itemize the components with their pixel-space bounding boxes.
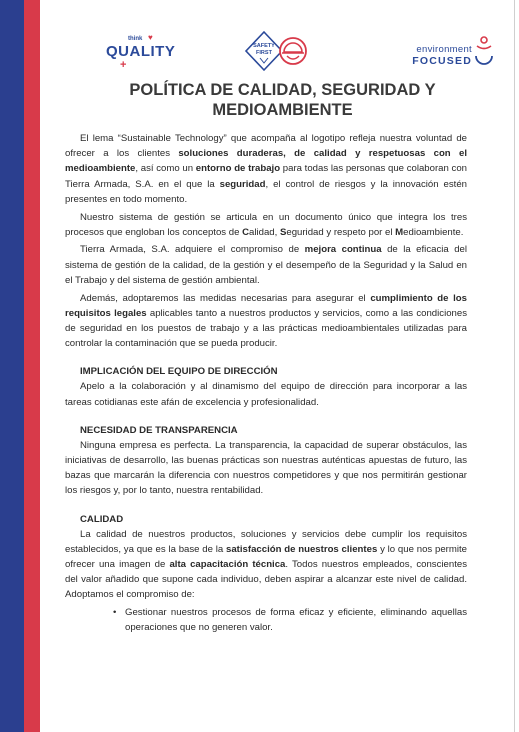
text-run: , el control de riesgos y la innovación estén presentes en todo momento. xyxy=(65,178,467,205)
section-paragraph xyxy=(65,527,467,603)
text-run: de la eficacia del sistema de gestión de la calidad, de la gestión y el desempeño de la Seguridad y la Salud en el Trabajo y del sistema de gestión ambiental. xyxy=(65,244,467,286)
plus-icon: + xyxy=(120,59,127,71)
text-run: El lema “Sustainable Technology” que acompaña al logotipo refleja nuestra voluntad de ofrecer a los clientes xyxy=(65,133,467,160)
think-quality-logo xyxy=(104,33,184,71)
text-run: Nuestro sistema de gestión se articula en un documento único que integra los tres procesos que engloban los conceptos de xyxy=(65,211,467,238)
text-run: eguridad y respeto por el xyxy=(286,226,396,238)
bold-text: C xyxy=(242,226,250,238)
page-title: POLÍTICA DE CALIDAD, SEGURIDAD Y MEDIOAMBIENTE xyxy=(129,81,436,119)
intro-paragraph xyxy=(65,242,467,288)
person-globe-icon xyxy=(474,34,494,70)
safety-diamond-icon xyxy=(243,30,309,72)
red-side-stripe xyxy=(24,0,40,732)
text-run: La calidad de nuestros productos, soluciones y servicios debe cumplir los requisitos establecidos, ya que es la base de la xyxy=(65,528,467,555)
bold-text: mejora continua xyxy=(304,244,382,256)
list-item: • Gestionar nuestros procesos de forma eficaz y eficiente, eliminando aquellas operaciones que no generen valor. xyxy=(125,605,467,635)
intro-paragraph xyxy=(65,210,467,240)
bold-text: cumplimiento de los requisitos legales xyxy=(65,292,467,319)
intro-paragraph xyxy=(65,131,467,207)
policy-body xyxy=(65,131,467,635)
environment-focused-logo xyxy=(376,32,496,72)
text-run: Apelo a la colaboración y al dinamismo del equipo de dirección para incorporar a las tareas cotidianas este afán de excelencia y profesionalidad. xyxy=(65,381,467,408)
text-run: para todas las personas que colaboran con Tierra Armada, S.A. en el que la xyxy=(65,163,468,190)
bold-text: satisfacción de nuestros clientes xyxy=(226,543,378,555)
section-paragraph xyxy=(65,379,467,409)
text-run: alidad, xyxy=(249,226,280,238)
bold-text: S xyxy=(279,226,287,238)
commitment-list xyxy=(65,605,467,635)
bold-text: M xyxy=(395,226,404,238)
safety-label: SAFETY xyxy=(253,43,275,49)
think-label: think xyxy=(128,36,143,42)
section-paragraph xyxy=(65,438,467,499)
text-run: y lo que nos permite ofrecer una imagen de xyxy=(65,543,467,570)
section-heading: IMPLICACIÓN DEL EQUIPO DE DIRECCIÓN xyxy=(80,366,278,378)
text-run: . Todos nuestros empleados, conscientes del valor añadido que supone cada individuo, deben aspirar a alcanzar este nivel de calidad. Adoptamos el compromiso de: xyxy=(65,558,468,601)
bold-text: entorno de trabajo xyxy=(195,163,281,175)
blue-side-stripe xyxy=(0,0,24,732)
section-heading: NECESIDAD DE TRANSPARENCIA xyxy=(80,424,238,436)
text-run: aplicables tanto a nuestros productos y servicios, como a las condiciones de seguridad en los puestos de trabajo y a las prácticas medioambientales utilizadas para controlar la contaminación que se pueda producir. xyxy=(65,307,468,350)
bold-text: seguridad xyxy=(219,178,266,190)
focused-label: FOCUSED xyxy=(412,55,472,67)
quality-label: QUALITY xyxy=(106,43,176,60)
bold-text: alta capacitación técnica xyxy=(169,558,286,570)
bold-text: soluciones duraderas, de calidad y respetuosas con el medioambiente xyxy=(65,148,467,175)
section-heading: CALIDAD xyxy=(80,513,124,525)
text-run: edioambiente. xyxy=(403,226,464,238)
safety-first-logo xyxy=(243,30,309,72)
text-run: Tierra Armada, S.A. adquiere el compromiso de xyxy=(80,244,305,256)
heart-icon: ♥ xyxy=(148,33,153,42)
environment-label: environment xyxy=(416,44,472,55)
page-edge xyxy=(514,0,515,732)
logo-bar xyxy=(100,28,491,74)
intro-paragraph xyxy=(65,291,467,352)
text-run: Además, adoptaremos las medidas necesarias para asegurar el xyxy=(80,292,371,304)
first-label: FIRST xyxy=(256,50,272,56)
text-run: , así como un xyxy=(135,163,196,175)
text-run: Ninguna empresa es perfecta. La transparencia, la capacidad de superar obstáculos, las iniciativas de desarrollo, las buenas prácticas son nuestras auténticas apuestas de futuro, las bazas que marcarán la diferencia con nuestros competidores y que nos permitirán gestionar los riesgos y, por lo tanto, nuestra rentabilidad. xyxy=(65,439,467,497)
